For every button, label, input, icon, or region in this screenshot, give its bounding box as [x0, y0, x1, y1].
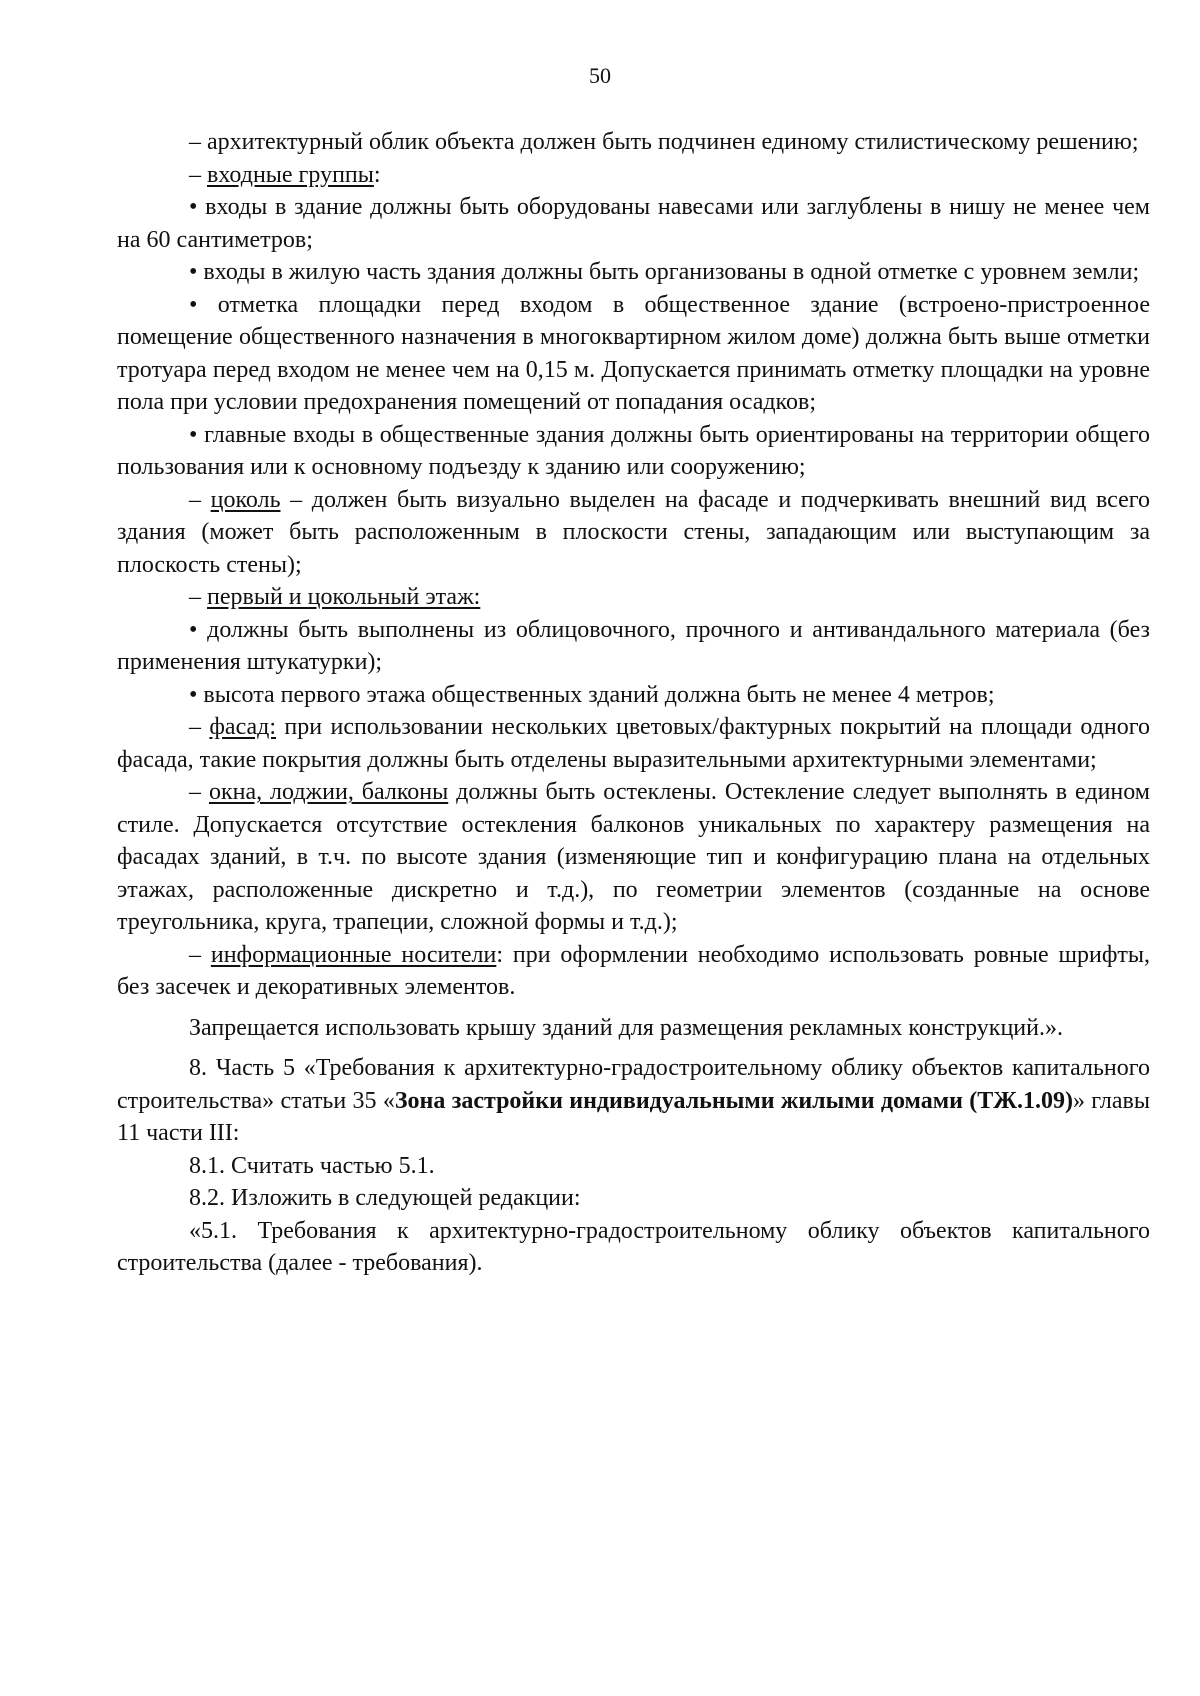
paragraph-first-floor: – первый и цокольный этаж: — [189, 584, 481, 610]
paragraph-plinth: – цоколь – должен быть визуально выделен на фасаде и подчеркивать внешний вид всего здания (может быть расположенным в плоскости стены, западающим или выступающим за плоскость стены); — [117, 486, 1150, 578]
paragraph-windows-balconies: – окна, лоджии, балконы должны быть остеклены. Остекление следует выполнять в едином стиле. Допускается отсутствие остекления балконов уникальных по характеру размещения на фасадах зданий, в т.ч. по высоте здания (изменяющие тип и конфигурацию плана на отдельных этажах, расположенные дискретно и т.д.), по геометрии элементов (созданные на основе треугольника, круга, трапеции, сложной формы и т.д.); — [117, 779, 1150, 935]
underlined-term: фасад: — [209, 714, 277, 740]
document-body — [117, 126, 1150, 1280]
underlined-term: окна, лоджии, балконы — [208, 779, 449, 805]
bullet-platform-elevation: • отметка площадки перед входом в общественное здание (встроено-пристроенное помещение общественного назначения в многоквартирном жилом доме) должна быть выше отметки тротуара перед входом не менее чем на 0,15 м. Допускается принимать отметку площадки на уровне пола при условии предохранения помещений от попадания осадков; — [117, 291, 1150, 415]
paragraph-architectural-appearance: – архитектурный облик объекта должен быть подчинен единому стилистическому решению; — [189, 129, 1139, 155]
paragraph-item-8-1: 8.1. Считать частью 5.1. — [189, 1152, 435, 1179]
paragraph-information-carriers: – информационные носители: при оформлении необходимо использовать ровные шрифты, без засечек и декоративных элементов. — [117, 941, 1150, 1000]
page-number: 50 — [589, 63, 611, 88]
underlined-term: входные группы — [207, 161, 374, 188]
paragraph-item-8: 8. Часть 5 «Требования к архитектурно-градостроительному облику объектов капитального строительства» статьи 35 «Зона застройки индивидуальными жилыми домами (ТЖ.1.09)» главы 11 части III: — [117, 1055, 1150, 1146]
underlined-term: цоколь — [210, 486, 281, 513]
underlined-term: первый и цокольный этаж: — [207, 584, 481, 610]
bullet-cladding-material: • должны быть выполнены из облицовочного, прочного и антивандального материала (без применения штукатурки); — [117, 616, 1150, 675]
bold-zone-name: Зона застройки индивидуальными жилыми домами (ТЖ.1.09) — [394, 1087, 1073, 1114]
bullet-ground-level: • входы в жилую часть здания должны быть организованы в одной отметке с уровнем земли; — [189, 259, 1140, 285]
paragraph-roof-prohibition: Запрещается использовать крышу зданий для размещения рекламных конструкций.». — [189, 1014, 1063, 1041]
bullet-canopies: • входы в здание должны быть оборудованы навесами или заглублены в нишу не менее чем на 60 сантиметров; — [117, 194, 1150, 253]
paragraph-facade: – фасад: при использовании нескольких цветовых/фактурных покрытий на площади одного фасада, такие покрытия должны быть отделены выразительными архитектурными элементами; — [117, 714, 1151, 773]
paragraph-item-8-2: 8.2. Изложить в следующей редакции: — [189, 1185, 581, 1211]
bullet-main-entrances: • главные входы в общественные здания должны быть ориентированы на территории общего пользования или к основному подъезду к зданию или сооружению; — [117, 421, 1150, 480]
underlined-term: информационные носители — [210, 941, 497, 968]
bullet-first-floor-height: • высота первого этажа общественных зданий должна быть не менее 4 метров; — [189, 681, 995, 708]
paragraph-entrance-groups: – входные группы: — [189, 161, 381, 188]
paragraph-item-5-1: «5.1. Требования к архитектурно-градостроительному облику объектов капитального строительства (далее - требования). — [117, 1217, 1150, 1276]
